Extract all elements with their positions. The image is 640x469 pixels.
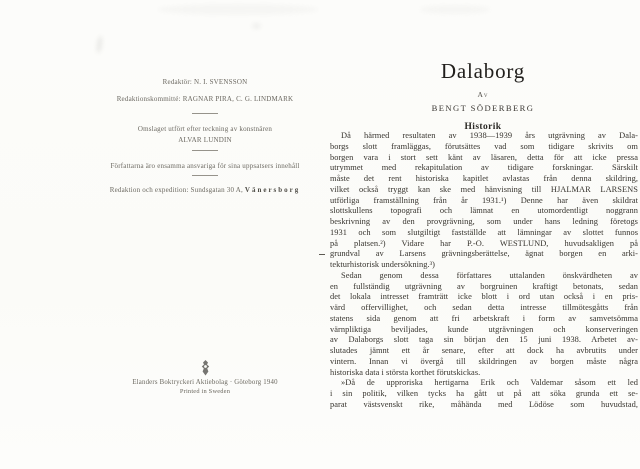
text-line: vilket också tryggt kan ske med hänvisning till HJALMAR LARSENS	[330, 184, 638, 194]
text-line: slutades jämnt ett år senare, efter att dock ha avbrutits under	[330, 346, 638, 355]
colophon-block	[62, 76, 348, 206]
text-line: utförliga framställning från år 1931.¹) Denne har även skildrat	[330, 195, 638, 205]
text-line: historiska data i största korthet förutskickas.	[330, 367, 481, 377]
printer-imprint	[62, 360, 348, 396]
text-line: värd offervillighet, och sedan detta intresse tillmötesgåtts från	[330, 303, 638, 312]
divider-rule	[192, 150, 218, 151]
scan-smudge	[158, 4, 318, 15]
paragraph	[330, 378, 638, 410]
text-line: grundval av Larsens grävningsberättelse, ägnat borgen en arki-	[330, 249, 638, 259]
text-line: 1931 och som slutgiltigt fastställde att lämningar av slottet funnos	[330, 227, 638, 237]
cover-artist-name: ALVAR LUNDIN	[178, 136, 232, 144]
printer-mark-icon	[200, 360, 211, 376]
text-line: slottskullens topografi och lämnat en utomordentligt noggrann	[330, 206, 638, 216]
text-line: borgen vara i stort sett känt av läsaren, detta för att icke pressa	[330, 152, 638, 162]
author-name: BENGT SÖDERBERG	[431, 103, 535, 113]
scan-smudge	[420, 5, 490, 14]
paragraph	[330, 131, 638, 271]
address-city: Vänersborg	[244, 186, 301, 194]
scan-smudge	[96, 36, 103, 54]
editorial-address	[62, 186, 348, 195]
text-line: utrymmet med rekapitulation av tidigare forskningar. Särskilt	[330, 163, 638, 173]
text-line: beskrivning av den provgrävning, som under hans ledning företogs	[330, 217, 638, 226]
text-line: på platsen.²) Vidare har P.-O. WESTLUND, huvudsakligen på	[330, 238, 638, 248]
text-line: tekturhistorisk undersökning.³)	[330, 260, 436, 269]
text-line: parat västsvenskt rike, måhända med Lödöse som huvudstad,	[330, 399, 638, 409]
text-line: vintern. Innan vi övergå till skildringen av borgen måste några	[330, 356, 638, 366]
cover-credit-line: Omslaget utfört efter teckning av konstnären	[137, 125, 273, 133]
address-text: Redaktion och expedition: Sundsgatan 30 A,	[109, 186, 245, 194]
divider-rule	[192, 113, 218, 114]
text-line: värnpliktiga beviljades, kunde utgrävningen och konserveringen	[330, 324, 638, 334]
section-heading: Historik	[464, 122, 502, 132]
scan-smudge	[252, 23, 261, 29]
article-header	[330, 60, 636, 132]
text-line: Sedan genom dessa författares uttalanden önskvärdheten av	[341, 270, 638, 280]
paragraph	[330, 271, 638, 379]
imprint-printed-in: Printed in Sweden	[179, 388, 231, 395]
margin-pencil-mark	[319, 254, 325, 255]
byline-label: Av	[477, 90, 489, 99]
text-line: det lokala intresset framträtt icke blott i ord utan också i en pris-	[330, 292, 638, 302]
text-line: i sin politik, vilken tycks ha gått ut på att söka grunda ett se-	[330, 389, 638, 398]
committee-credit: Redaktionskommitté: RAGNAR PIRA, C. G. LINDMARK	[116, 95, 294, 103]
text-line: en fullständig utgrävning av borgruinen kraftigt betonats, sedan	[330, 281, 638, 291]
text-line: »Då de upproriska hertigarna Erik och Valdemar såsom ett led	[341, 378, 638, 388]
text-line: Då härmed resultaten av 1938—1939 års utgrävning av Dala-	[341, 131, 638, 140]
text-line: av Dalaborgs slott taga sin början den 15 juni 1938. Arbetet av-	[330, 335, 638, 345]
divider-rule	[192, 175, 218, 176]
responsibility-note: Författarna äro ensamma ansvariga för sina uppsatsers innehåll	[110, 162, 300, 170]
editor-credit: Redaktör: N. I. SVENSSON	[162, 78, 248, 86]
text-line: statens sida genom att fri arbetskraft i form av samvetsömma	[330, 313, 638, 323]
imprint-line: Elanders Boktryckeri Aktiebolag · Göteborg 1940	[132, 379, 278, 386]
article-title: Dalaborg	[440, 59, 526, 83]
text-line: borgs slott framläggas, förutsättes vad som tidigare skrivits om	[330, 141, 638, 151]
article-body	[330, 131, 638, 411]
text-line: måste det rent historiska kapitlet avlastas från denna skildring,	[330, 174, 638, 183]
